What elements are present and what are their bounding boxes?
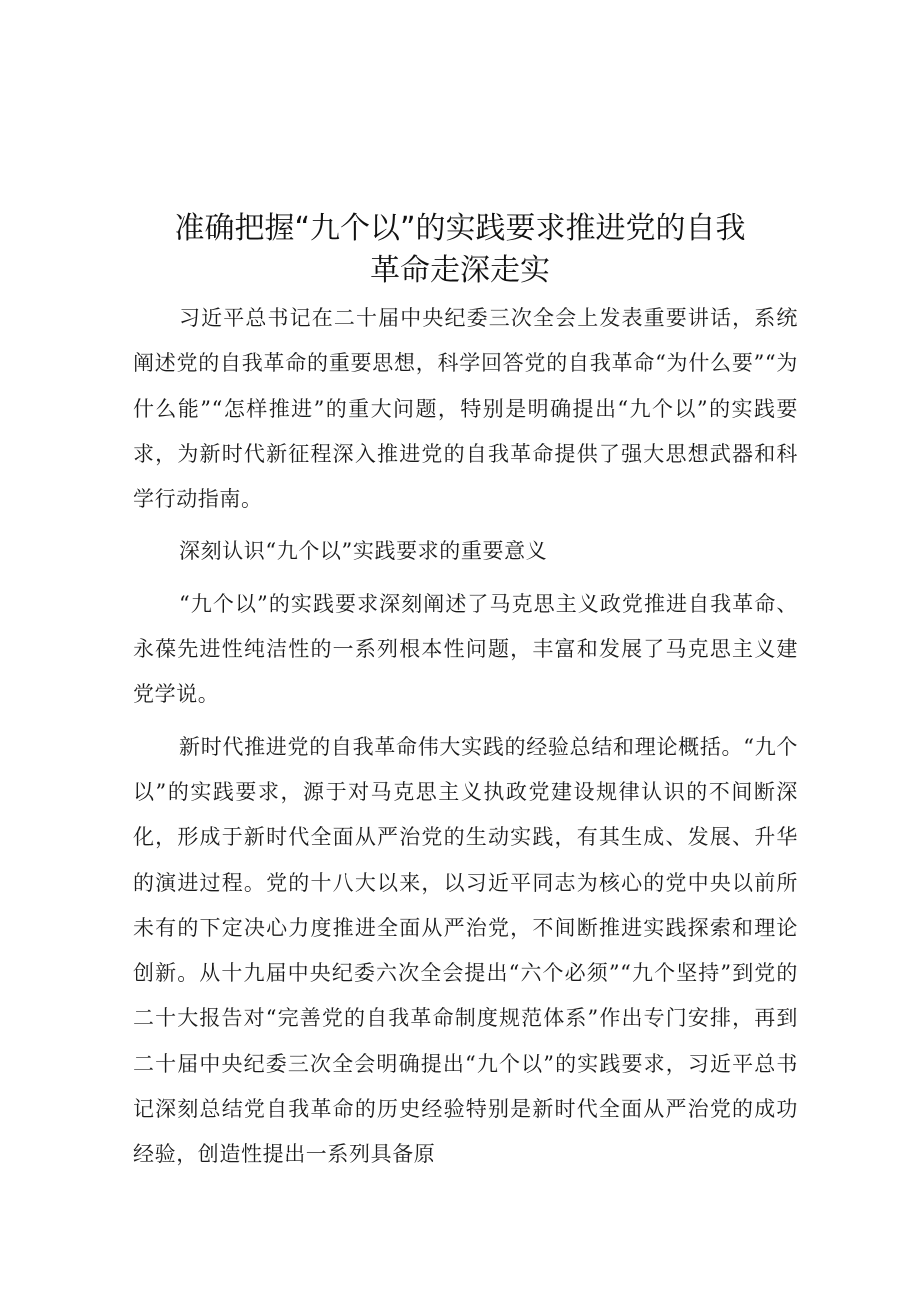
document-body <box>133 296 798 1178</box>
document-title <box>120 208 800 292</box>
section-heading: 深刻认识“九个以”实践要求的重要意义 <box>179 539 548 564</box>
title-line-1: 准确把握“九个以”的实践要求推进党的自我 <box>174 211 746 246</box>
paragraph-practice-summary: 新时代推进党的自我革命伟大实践的经验总结和理论概括。“九个以”的实践要求，源于对马克思主义执政党建设规律认识的不间断深化，形成于新时代全面从严治党的生动实践，有其生成、发展、升华的演进过程。党的十八大以来，以习近平同志为核心的党中央以前所未有的下定决心力度推进全面从严治党，不间断推进实践探索和理论创新。从十九届中央纪委六次全会提出“六个必须”“九个坚持”到党的二十大报告对“完善党的自我革命制度规范体系”作出专门安排，再到二十届中央纪委三次全会明确提出“九个以”的实践要求，习近平总书记深刻总结党自我革命的历史经验特别是新时代全面从严治党的成功经验，创造性提出一系列具备原 <box>133 734 798 1167</box>
title-line-2: 革命走深走实 <box>370 253 550 288</box>
paragraph-intro: 习近平总书记在二十届中央纪委三次全会上发表重要讲话，系统阐述党的自我革命的重要思想，科学回答党的自我革命“为什么要”“为什么能”“怎样推进”的重大问题，特别是明确提出“九个以”的实践要求，为新时代新征程深入推进党的自我革命提供了强大思想武器和科学行动指南。 <box>133 306 798 512</box>
paragraph-significance: “九个以”的实践要求深刻阐述了马克思主义政党推进自我革命、永葆先进性纯洁性的一系列根本性问题，丰富和发展了马克思主义建党学说。 <box>133 591 798 707</box>
